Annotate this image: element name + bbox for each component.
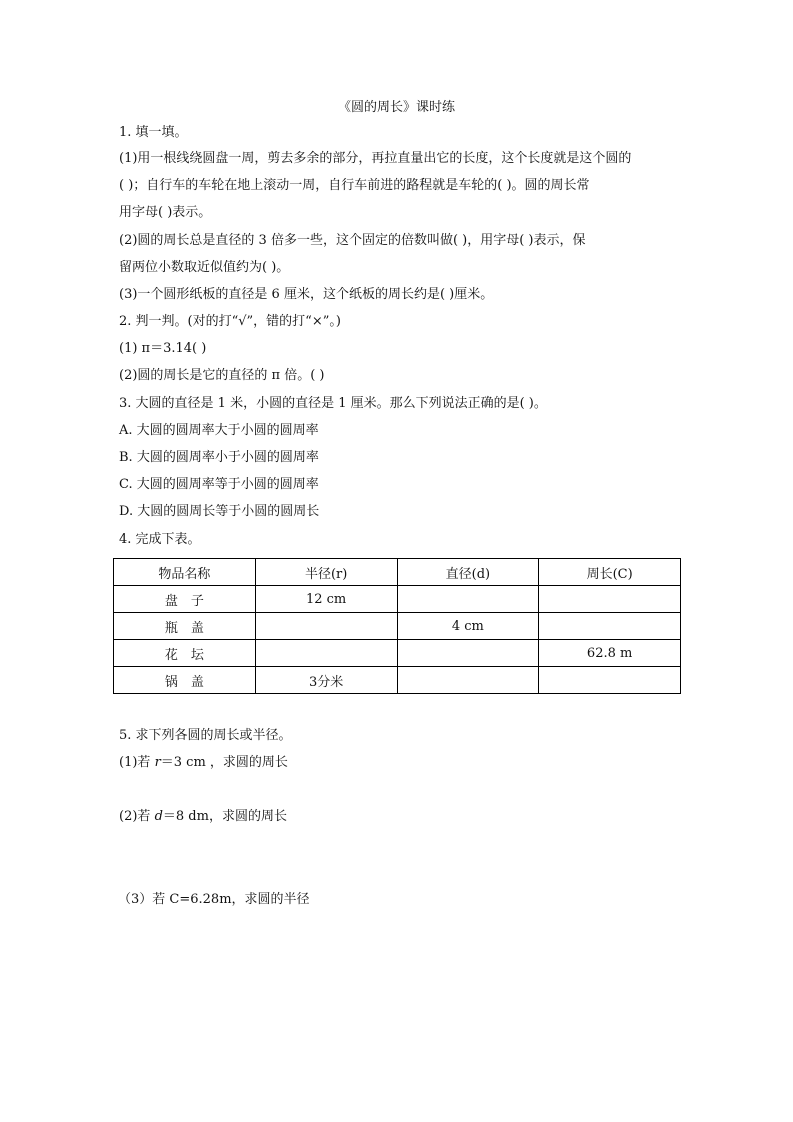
q5-p2-prefix: (2)若 — [119, 809, 155, 824]
table-row — [114, 640, 681, 667]
table-cell: 盘 子 — [114, 586, 256, 613]
q1-heading: 1. 填一填。 — [119, 125, 188, 140]
table-cell: 12 cm — [255, 586, 397, 613]
column-header: 半径(r) — [255, 559, 397, 586]
table-cell — [539, 586, 681, 613]
q5-p2 — [119, 808, 287, 826]
q1-p3: (3)一个圆形纸板的直径是 6 厘米，这个纸板的周长约是( )厘米。 — [119, 287, 494, 302]
column-header: 直径(d) — [397, 559, 539, 586]
q1-p2-line1: (2)圆的周长总是直径的 3 倍多一些，这个固定的倍数叫做( )，用字母( )表示，保 — [119, 233, 586, 248]
table-row — [114, 586, 681, 613]
table-cell: 花 坛 — [114, 640, 256, 667]
table-cell — [397, 586, 539, 613]
table-cell — [539, 667, 681, 694]
q5-p1-prefix: (1)若 — [119, 755, 155, 770]
table-cell: 4 cm — [397, 613, 539, 640]
table-cell — [397, 640, 539, 667]
table-header-row — [114, 559, 681, 586]
q1-p1-line1: (1)用一根线绕圆盘一周，剪去多余的部分，再拉直量出它的长度，这个长度就是这个圆的 — [119, 151, 632, 166]
q3-option-c: C. 大圆的圆周率等于小圆的圆周率 — [119, 477, 319, 492]
q1-p2-line2: 留两位小数取近似值约为( )。 — [119, 260, 290, 275]
circle-table — [113, 558, 681, 694]
q5-p1 — [119, 754, 288, 772]
table-cell — [255, 613, 397, 640]
table-cell: 3分米 — [255, 667, 397, 694]
table-cell: 62.8 m — [539, 640, 681, 667]
q2-p1: (1) π＝3.14( ) — [119, 341, 207, 356]
q3-option-a: A. 大圆的圆周率大于小圆的圆周率 — [119, 423, 319, 438]
page-title: 《圆的周长》课时练 — [337, 100, 455, 115]
table-cell — [539, 613, 681, 640]
table-row — [114, 667, 681, 694]
q5-p1-variable: r — [154, 755, 161, 770]
q1-p1-line2: ( )；自行车的车轮在地上滚动一周，自行车前进的路程就是车轮的( )。圆的周长常 — [119, 178, 590, 193]
q4-heading: 4. 完成下表。 — [119, 532, 201, 547]
q2-heading: 2. 判一判。(对的打“√”，错的打“×”。) — [119, 314, 341, 329]
q5-p1-suffix: ＝3 cm ，求圆的周长 — [160, 755, 288, 770]
column-header: 周长(C) — [539, 559, 681, 586]
q5-p2-suffix: ＝8 dm，求圆的周长 — [162, 809, 287, 824]
q2-p2: (2)圆的周长是它的直径的 π 倍。( ) — [119, 368, 325, 383]
table-cell — [255, 640, 397, 667]
table-cell: 锅 盖 — [114, 667, 256, 694]
q5-heading: 5. 求下列各圆的周长或半径。 — [119, 728, 292, 743]
q5-p2-variable: d — [154, 809, 163, 824]
q3-option-b: B. 大圆的圆周率小于小圆的圆周率 — [119, 450, 319, 465]
q3-heading: 3. 大圆的直径是 1 米，小圆的直径是 1 厘米。那么下列说法正确的是( )。 — [119, 396, 547, 411]
q1-p1-line3: 用字母( )表示。 — [119, 205, 212, 220]
table-cell: 瓶 盖 — [114, 613, 256, 640]
q5-p3: （3）若 C=6.28m，求圆的半径 — [118, 892, 310, 907]
q3-option-d: D. 大圆的圆周长等于小圆的圆周长 — [119, 504, 320, 519]
table-row — [114, 613, 681, 640]
table-cell — [397, 667, 539, 694]
column-header: 物品名称 — [114, 559, 256, 586]
